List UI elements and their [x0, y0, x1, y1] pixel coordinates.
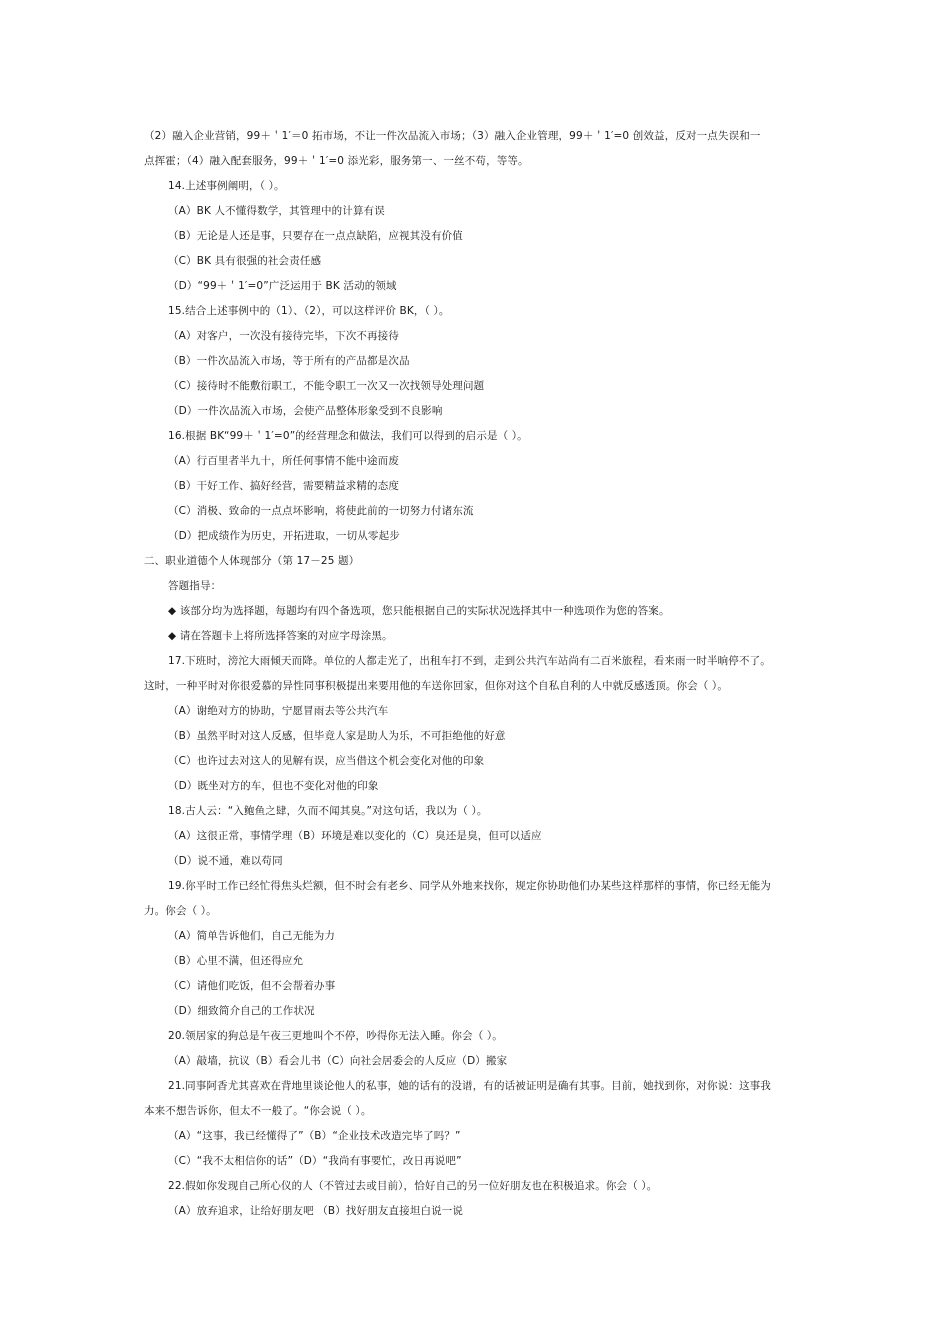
- section-heading: 二、职业道德个人体现部分（第 17－25 题）: [144, 555, 360, 567]
- instructions-label: 答题指导：: [168, 580, 222, 592]
- question-15: 15.结合上述事例中的（1）、（2），可以这样评价 BK，（ ）。: [168, 305, 450, 317]
- option-b: （B）无论是人还是事，只要存在一点点缺陷，应视其没有价值: [168, 230, 463, 242]
- options-abcd: （A）敲墙，抗议（B）看会儿书（C）向社会居委会的人反应（D）搬家: [168, 1055, 508, 1067]
- option-c: （C）BK 具有很强的社会责任感: [168, 255, 322, 267]
- option-b: （B）虽然平时对这人反感，但毕竟人家是助人为乐，不可拒绝他的好意: [168, 730, 506, 742]
- option-c: （C）请他们吃饭，但不会帮着办事: [168, 980, 336, 992]
- option-a: （A）行百里者半九十，所任何事情不能中途而废: [168, 455, 399, 467]
- question-19: 19.你平时工作已经忙得焦头烂额，但不时会有老乡、同学从外地来找你，规定你协助他们办某些这样那样的事情，你已经无能为: [168, 880, 771, 892]
- option-b: （B）一件次品流入市场，等于所有的产品都是次品: [168, 355, 410, 367]
- question-21: 21.同事阿香尤其喜欢在背地里谈论他人的私事，她的话有的没谱，有的话被证明是确有其事。目前，她找到你，对你说：这事我: [168, 1080, 771, 1092]
- option-d: （D）既坐对方的车，但也不变化对他的印象: [168, 780, 379, 792]
- option-a: （A）谢绝对方的协助，宁愿冒雨去等公共汽车: [168, 705, 389, 717]
- instruction-bullet: ◆ 该部分均为选择题，每题均有四个备选项，您只能根据自己的实际状况选择其中一种选项作为您的答案。: [168, 605, 670, 617]
- option-a: （A）简单告诉他们，自己无能为力: [168, 930, 336, 942]
- text-line: 力。你会（ ）。: [144, 905, 217, 917]
- options-abc: （A）这很正常，事情学理（B）环境是难以变化的（C）臭还是臭，但可以适应: [168, 830, 542, 842]
- option-a: （A）对客户，一次没有接待完毕，下次不再接待: [168, 330, 399, 342]
- options-ab: （A）放弃追求，让给好朋友吧 （B）找好朋友直接坦白说一说: [168, 1205, 464, 1217]
- text-line: 这时，一种平时对你很爱慕的异性同事积极提出来要用他的车送你回家，但你对这个自私自利的人中就反感透顶。你会（ ）。: [144, 680, 728, 692]
- question-20: 20.领居家的狗总是午夜三更地叫个不停，吵得你无法入睡。你会（ ）。: [168, 1030, 503, 1042]
- option-c: （C）也许过去对这人的见解有误，应当借这个机会变化对他的印象: [168, 755, 485, 767]
- question-17: 17.下班时，滂沱大雨倾天而降。单位的人都走光了，出租车打不到，走到公共汽车站尚有二百米旅程，看来雨一时半晌停不了。: [168, 655, 771, 667]
- question-18: 18.古人云：“入鲍鱼之肆，久而不闻其臭。”对这句话，我以为（ ）。: [168, 805, 488, 817]
- option-d: （D）一件次品流入市场，会使产品整体形象受到不良影响: [168, 405, 443, 417]
- question-14: 14.上述事例阐明，（ ）。: [168, 180, 285, 192]
- option-d: （D）说不通，难以苟同: [168, 855, 283, 867]
- options-ab: （A）“这事，我已经懂得了”（B）“企业技术改造完毕了吗？”: [168, 1130, 461, 1142]
- question-16: 16.根据 BK“99＋＇1′=0”的经营理念和做法，我们可以得到的启示是（ ）。: [168, 430, 528, 442]
- instruction-bullet: ◆ 请在答题卡上将所选择答案的对应字母涂黑。: [168, 630, 393, 642]
- option-c: （C）接待时不能敷衍职工，不能令职工一次又一次找领导处理问题: [168, 380, 485, 392]
- option-a: （A）BK 人不懂得数学，其管理中的计算有误: [168, 205, 385, 217]
- text-line: 点挥霍；（4）融入配套服务，99＋＇1′=0 添光彩，服务第一、一丝不苟，等等。: [144, 155, 529, 167]
- options-cd: （C）“我不太相信你的话”（D）“我尚有事要忙，改日再说吧”: [168, 1155, 462, 1167]
- question-22: 22.假如你发现自己所心仪的人（不管过去或目前），恰好自己的另一位好朋友也在积极追求。你会（ ）。: [168, 1180, 658, 1192]
- text-line: 本来不想告诉你，但太不一般了。“你会说（ ）。: [144, 1105, 372, 1117]
- option-d: （D）细致简介自己的工作状况: [168, 1005, 315, 1017]
- option-b: （B）干好工作、搞好经营，需要精益求精的态度: [168, 480, 400, 492]
- option-c: （C）消极、致命的一点点坏影响，将使此前的一切努力付诸东流: [168, 505, 474, 517]
- text-line: （2）融入企业营销，99＋＇1′＝0 拓市场，不让一件次品流入市场；（3）融入企业管理，99＋＇1′=0 创效益，反对一点失误和一: [144, 130, 761, 142]
- option-b: （B）心里不满，但还得应允: [168, 955, 304, 967]
- option-d: （D）把成绩作为历史，开拓进取，一切从零起步: [168, 530, 400, 542]
- option-d: （D）“99＋＇1′=0”广泛运用于 BK 活动的领域: [168, 280, 397, 292]
